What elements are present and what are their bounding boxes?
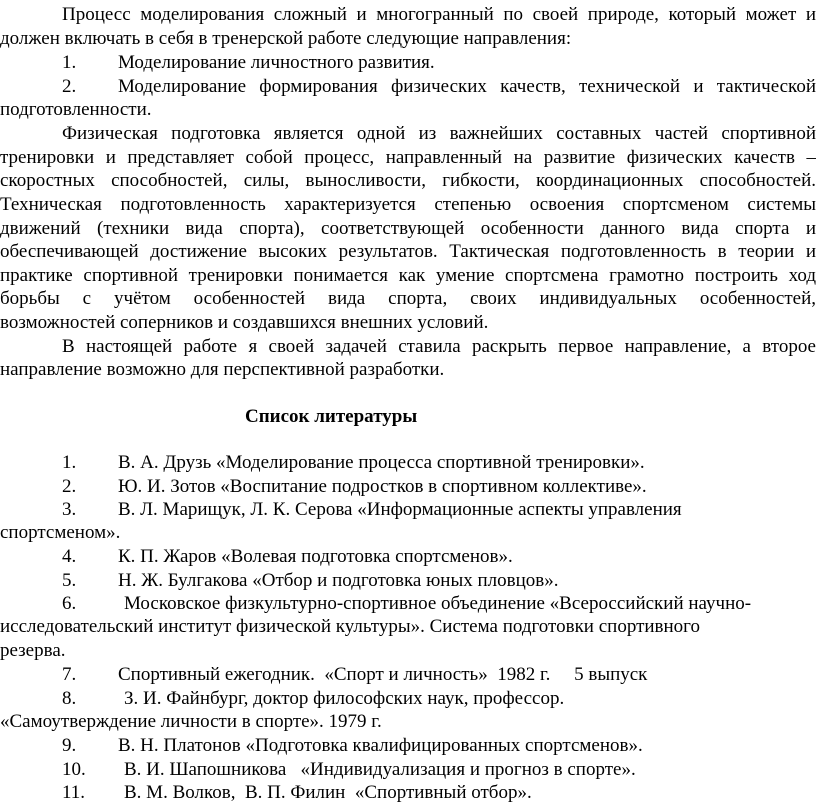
reference-text-continuation: исследовательский институт физической культуры». Система подготовки спортивного — [0, 616, 701, 637]
reference-number: 5. — [62, 570, 77, 591]
intro-line-1: Процесс моделирования сложный и многогранный по своей природе, который может и — [62, 4, 816, 25]
paragraph-line: движений (техники вида спорта), соответствующей особенности данного вида спорта и — [0, 218, 816, 239]
reference-number: 9. — [62, 735, 77, 756]
list-text: Моделирование личностного развития. — [118, 52, 435, 73]
reference-text: Спортивный ежегодник. «Спорт и личность» 1982 г. 5 выпуск — [118, 664, 648, 685]
references-title: Список литературы — [245, 406, 418, 427]
reference-number: 6. — [62, 593, 77, 614]
paragraph-line: скоростных способностей, силы, выносливости, гибкости, координационных способностей. — [0, 170, 816, 191]
list-number: 1. — [62, 52, 77, 73]
reference-number: 8. — [62, 688, 77, 709]
reference-number: 10. — [62, 759, 86, 780]
reference-text: В. М. Волков, В. П. Филин «Спортивный отбор». — [124, 782, 532, 803]
paragraph-line: практике спортивной тренировки понимается как умение спортсмена грамотно построить ход — [0, 265, 816, 286]
reference-text-continuation: резерва. — [0, 640, 66, 661]
reference-text: К. П. Жаров «Волевая подготовка спортсменов». — [118, 546, 513, 567]
paragraph-line: В настоящей работе я своей задачей ставила раскрыть первое направление, а второе — [62, 336, 816, 357]
reference-text: Ю. И. Зотов «Воспитание подростков в спортивном коллективе». — [118, 476, 647, 497]
reference-number: 7. — [62, 664, 77, 685]
reference-text-continuation: спортсменом». — [0, 522, 121, 543]
reference-number: 2. — [62, 476, 77, 497]
reference-text: В. Н. Платонов «Подготовка квалифицированных спортсменов». — [118, 735, 643, 756]
reference-number: 11. — [62, 782, 86, 803]
paragraph-line: Физическая подготовка является одной из важнейших составных частей спортивной — [62, 123, 816, 144]
reference-text-continuation: «Самоутверждение личности в спорте». 1979 г. — [0, 711, 382, 732]
reference-number: 4. — [62, 546, 77, 567]
paragraph-line: тренировки и представляет собой процесс, направленный на развитие физических качеств – — [0, 147, 816, 168]
paragraph-line: направление возможно для перспективной разработки. — [0, 359, 445, 380]
reference-number: 1. — [62, 452, 77, 473]
reference-text: З. И. Файнбург, доктор философских наук, профессор. — [124, 688, 565, 709]
list-text-continuation: подготовленности. — [0, 99, 152, 120]
reference-text: Московское физкультурно-спортивное объединение «Всероссийский научно- — [124, 593, 752, 614]
reference-text: Н. Ж. Булгакова «Отбор и подготовка юных пловцов». — [118, 570, 559, 591]
reference-number: 3. — [62, 499, 77, 520]
list-text: Моделирование формирования физических качеств, технической и тактической — [118, 76, 816, 97]
reference-text: В. А. Друзь «Моделирование процесса спортивной тренировки». — [118, 452, 645, 473]
paragraph-line: обеспечивающей достижение высоких результатов. Тактическая подготовленность в теории и — [0, 241, 816, 262]
intro-line-2: должен включать в себя в тренерской работе следующие направления: — [0, 28, 572, 49]
paragraph-line: возможностей соперников и создавшихся внешних условий. — [0, 312, 489, 333]
list-number: 2. — [62, 76, 77, 97]
reference-text: В. Л. Марищук, Л. К. Серова «Информационные аспекты управления — [118, 499, 682, 520]
paragraph-line: Техническая подготовленность характеризуется степенью освоения спортсменом системы — [0, 194, 816, 215]
paragraph-line: борьбы с учётом особенностей вида спорта, своих индивидуальных особенностей, — [0, 288, 816, 309]
reference-text: В. И. Шапошникова «Индивидуализация и прогноз в спорте». — [124, 759, 636, 780]
